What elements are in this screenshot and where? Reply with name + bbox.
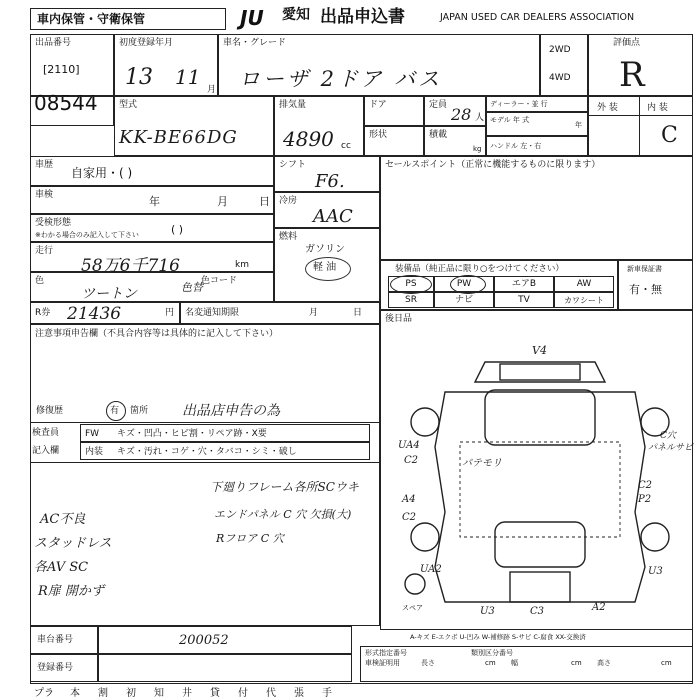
mark-top: V4: [532, 344, 547, 357]
shape-box: 形状: [364, 126, 424, 156]
interior-row: 内装 キズ・汚れ・コゲ・穴・タバコ・シミ・破し: [80, 442, 370, 460]
exterior-interior-box: 外 装 内 装 C: [588, 96, 693, 156]
model-box: 型式 KK-BE66DG: [114, 96, 274, 156]
registration-month: 11: [175, 65, 201, 89]
equipment-pw: PW: [434, 276, 494, 292]
branch-name: 愛知: [282, 7, 310, 23]
lot-number-box: [30, 96, 114, 126]
form-title: 出品申込書: [320, 7, 405, 27]
drive-box: [540, 34, 588, 96]
aircon-value: AAC: [313, 206, 353, 227]
chassis-value: 200052: [179, 633, 229, 648]
tax-value: 21436: [67, 304, 122, 324]
equipment-airbag: エアB: [494, 276, 554, 292]
transfer-box: 名変通知期限 月 日: [180, 302, 380, 324]
load-box: 積載 kg: [424, 126, 486, 156]
car-name-value: ローザ 2ドア バス: [239, 67, 443, 91]
reg-label-box: 登録番号: [30, 654, 98, 682]
mileage-box: 走行 58万6千716 km: [30, 242, 274, 272]
mark-left-upper: UA4: [398, 440, 420, 451]
ps-circle: [390, 275, 432, 294]
reg-value-box: [98, 654, 352, 682]
shift-box: シフト F6.: [274, 156, 380, 192]
warranty-box: 新車保証書 有・無: [618, 260, 693, 310]
color-value: ツートン: [81, 286, 137, 302]
fuel-diesel: 軽 油: [313, 262, 337, 273]
chassis-label-box: 車台番号: [30, 626, 98, 654]
pw-circle: [450, 275, 486, 294]
remark-6: 各AV SC: [34, 560, 89, 575]
equipment-sr: SR: [388, 292, 434, 308]
mark-bottom-a2: A2: [592, 602, 606, 613]
selling-points-box: セールスポイント（正常に機能するものに限ります）: [380, 156, 693, 260]
chassis-value-box: [98, 626, 352, 654]
form-spec-box: 形式指定番号 類別区分番号 車検証明用 長さ cm 幅 cm 高さ cm: [360, 646, 693, 682]
displacement-value: 4890: [283, 127, 334, 151]
damage-legend: A-キズ E-エクボ U-凹み W-補修跡 S-サビ C-腐食 XX-交換済: [410, 633, 586, 641]
mark-bottom-c3: C3: [530, 606, 545, 617]
mark-left-upper2: C2: [404, 455, 419, 466]
capacity-value: 28: [451, 105, 472, 124]
auction-sheet: 車内保管・守衛保管 JU 愛知 出品申込書 JAPAN USED CAR DEALERS ASSOCIATION 出品番号 [2110] 08544 初度登録年月 13 11 月 車名・グレード ローザ 2ドア バス 2WD 4WD 評価点 R 型式 KK-BE66DG 排気量 4890 cc ドア 定員 28 人 ディーラー・並 行 モデル 年 式 年 形状 積載 kg ハンドル 左・右 外 装 内 装 C 車歴 自家用・( ) 車検 年 月 日 受検形態 ※わかる場合のみ記入して下さい ( ) 走行 58万6千716 km 色 ツートン 色替 色コード R券 21436 円 名変通知期限 月 日 シフト F6. 冷房 AAC 燃料 ガソリン 軽 油 セールスポイント（正常に機能するものに限ります） 装備品（純正品に限り○をつけてください） PS PW エアB AW SR ナビ TV カワシート 新車保証書 有・無 後日品 注意事項申告欄（不具合内容等は具体的に記入して下さい） 修復歴 有 箇所 出品店申告の為 検査員 記入欄 FW キズ・凹凸・ヒビ割・リペア跡・X要 内装 キズ・汚れ・コゲ・穴・タバコ・シミ・破し 下廻りフレーム各所SCウキ AC不良 エンドパネル C 穴 欠損(大) スタッドレス Rフロア C 穴 各AV SC R扉 開かず V4 C穴 パネルサビ UA4 C2 パテモリ C2 P2 A4 C2 UA2 U3 スペア U3 C3 A2 A-キズ E-エクボ U-凹み W-補修跡 S-サビ C-腐食 XX-交換済 車台番号 200052 登録番号 形式指定番号 類別区分番号 車検証明用 長さ cm 幅 cm 高さ cm プラ 本 割 初 知 井 貸 付 代 張 手: [32, 6, 694, 699]
mark-right-upper: C穴: [660, 431, 676, 441]
form-title-en: JAPAN USED CAR DEALERS ASSOCIATION: [440, 12, 635, 23]
ju-logo: JU: [240, 6, 264, 30]
storage-tag: [30, 8, 226, 30]
equipment-leather-seat: カワシート: [554, 292, 614, 308]
remark-1: 下廻りフレーム各所SCウキ: [210, 480, 359, 494]
storage-tag-text: 車内保管・守衛保管: [37, 12, 146, 26]
lot-box: 出品番号 [2110]: [30, 34, 114, 96]
lot-bracket: [2110]: [43, 63, 80, 76]
registration-year: 13: [125, 65, 153, 90]
dealer-box: ディーラー・並 行: [486, 96, 588, 112]
fw-row: FW キズ・凹凸・ヒビ割・リペア跡・X要: [80, 424, 370, 442]
remark-4: スタッドレス: [34, 536, 112, 551]
history-box: 車歴 自家用・( ): [30, 156, 274, 186]
color-box: 色 ツートン 色替 色コード: [30, 272, 274, 302]
equipment-tv: TV: [494, 292, 554, 308]
lot-number: 08544: [34, 91, 98, 115]
door-box: ドア: [364, 96, 424, 126]
inspection-box: 車検 年 月 日: [30, 186, 274, 214]
remark-5: Rフロア C 穴: [216, 532, 284, 545]
remark-3: エンドパネル C 穴 欠損(大): [214, 508, 352, 521]
bottom-stamp-row: プラ 本 割 初 知 井 貸 付 代 張 手: [34, 688, 332, 699]
drive-4wd: 4WD: [549, 73, 571, 83]
displacement-box: 排気量 4890 cc: [274, 96, 364, 156]
reception-box: 受検形態 ※わかる場合のみ記入して下さい ( ): [30, 214, 274, 242]
tax-box: R券 21436 円: [30, 302, 180, 324]
equipment-ps: PS: [388, 276, 434, 292]
registration-box: 初度登録年月 13 11 月: [114, 34, 218, 96]
equipment-navi: ナビ: [434, 292, 494, 308]
damage-diagram-box: 後日品: [380, 310, 693, 630]
rating-value: R: [619, 55, 645, 95]
model-year-box: モデル 年 式 年: [486, 112, 588, 136]
capacity-box: 定員 28 人: [424, 96, 486, 126]
interior-value: C: [661, 123, 678, 148]
shift-value: F6.: [315, 171, 345, 192]
history-value: 自家用・( ): [71, 166, 133, 180]
repair-value: 出品店申告の為: [182, 403, 280, 419]
equipment-box: 装備品（純正品に限り○をつけてください）: [380, 260, 618, 310]
notes-box: 注意事項申告欄（不具合内容等は具体的に記入して下さい）: [30, 324, 380, 626]
mileage-value: 58万6千716: [81, 256, 180, 276]
car-name-box: 車名・グレード ローザ 2ドア バス: [218, 34, 540, 96]
mark-left-mid2: C2: [402, 512, 417, 523]
color-change-note: 色替: [181, 281, 203, 294]
aircon-box: 冷房 AAC: [274, 192, 380, 228]
mark-spare: スペア: [402, 604, 423, 612]
mark-left-mid: A4: [402, 494, 416, 505]
remark-2: AC不良: [40, 512, 86, 527]
mark-right-mid2: P2: [638, 494, 652, 505]
drive-2wd: 2WD: [549, 45, 571, 55]
model-value: KK-BE66DG: [119, 127, 238, 148]
mark-bottom-u3: U3: [480, 606, 495, 617]
mark-right-low: U3: [648, 566, 663, 577]
mark-center: パテモリ: [462, 458, 502, 469]
rating-box: 評価点 R: [588, 34, 693, 96]
handle-box: ハンドル 左・右: [486, 136, 588, 156]
mark-left-low: UA2: [420, 564, 442, 575]
repair-has: 有: [110, 406, 120, 416]
fuel-box: 燃料 ガソリン 軽 油: [274, 228, 380, 302]
remark-7: R扉 開かず: [38, 584, 104, 599]
mark-right-mid: C2: [638, 480, 653, 491]
equipment-aw: AW: [554, 276, 614, 292]
mark-right-upper2: パネルサビ: [648, 443, 694, 453]
